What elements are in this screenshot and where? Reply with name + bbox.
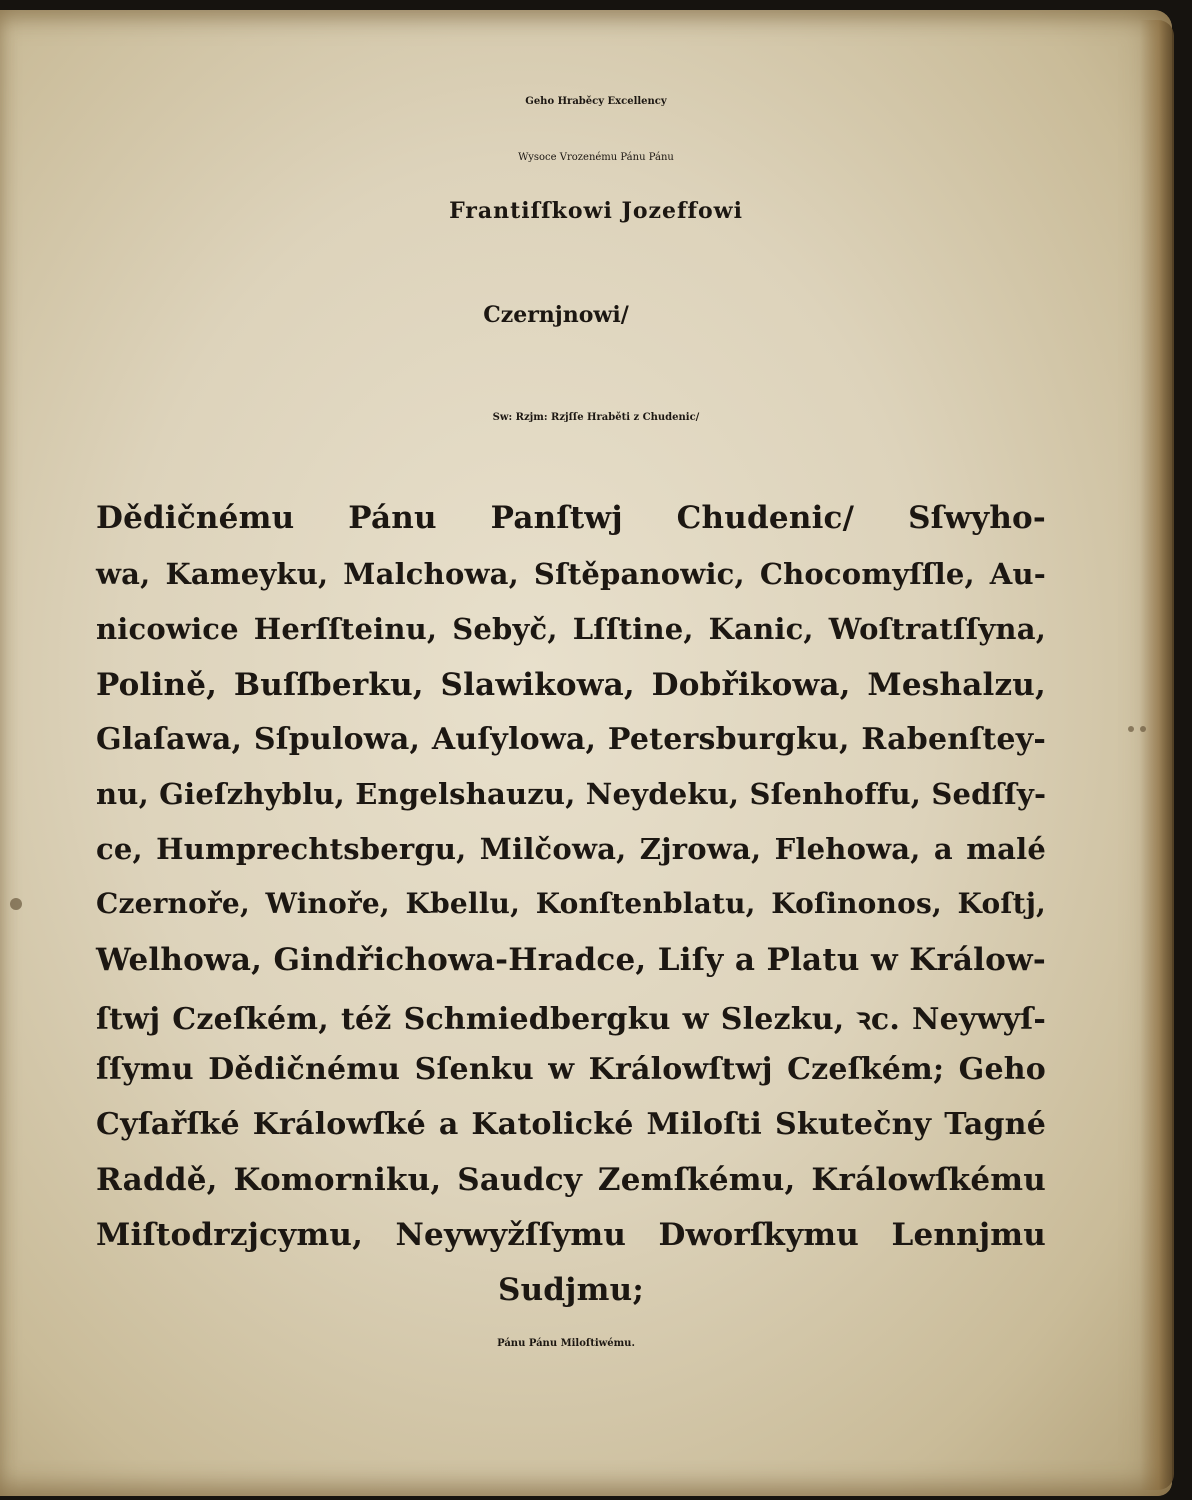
ink-spot [1128,726,1134,732]
page-edge-shadow [1140,20,1174,1490]
ink-spot [10,898,22,910]
header-title: Sw: Rzjm: Rzjſſe Hraběti z Chudenic/ [492,412,700,423]
header-line-1: Geho Hraběcy Excellency [525,96,667,107]
body-line-7: ce, Humprechtsbergu, Milčowa, Zjrowa, Flehowa, a malé [96,832,1046,866]
body-line-9: Welhowa, Gindřichowa-Hradce, Liſy a Platu w Králow- [96,942,1046,978]
body-line-11: ſſymu Dědičnému Sſenku w Králowſtwj Czeſkém; Geho [96,1052,1046,1087]
body-line-4: Polině, Buſſberku, Slawikowa, Dobřikowa, Meshalzu, [96,667,1046,703]
body-line-3: nicowice Herſſteinu, Sebyč, Lſſtine, Kanic, Woſtratſſyna, [96,612,1046,646]
body-line-2: wa, Kameyku, Malchowa, Sſtěpanowic, Chocomyſſle, Au- [96,557,1046,591]
closing-line: Pánu Pánu Miloſtiwému. [497,1338,635,1349]
header-name-1: Frantiſſkowi Jozeffowi [449,198,743,224]
body-line-10: ſtwj Czeſkém, též Schmiedbergku w Slezku, ꝛc. Neywyſ- [96,1002,1046,1037]
body-line-1: Dědičnému Pánu Panſtwj Chudenic/ Sſwyho- [96,500,1046,536]
header-name-2: Czernjnowi/ [483,302,629,328]
body-line-6: nu, Gieſzhyblu, Engelshauzu, Neydeku, Sſenhoffu, Sedſſy- [96,777,1047,811]
body-line-15: Sudjmu; [497,1272,644,1308]
body-line-13: Raddě, Komorniku, Saudcy Zemſkému, Králowſkému [96,1162,1046,1198]
body-line-12: Cyſařſké Králowſké a Katolické Miloſti Skutečny Tagné [96,1107,1046,1142]
ink-spot [1140,726,1146,732]
body-line-5: Glaſawa, Sſpulowa, Auſylowa, Petersburgku, Rabenſtey- [96,722,1046,757]
body-line-8: Czernoře, Winoře, Kbellu, Konſtenblatu, Koſinonos, Koſtj, [96,887,1046,920]
header-line-2: Wysoce Vrozenému Pánu Pánu [518,152,674,163]
body-line-14: Miſtodrzjcymu, Neywyžſſymu Dworſkymu Lennjmu [96,1217,1046,1253]
